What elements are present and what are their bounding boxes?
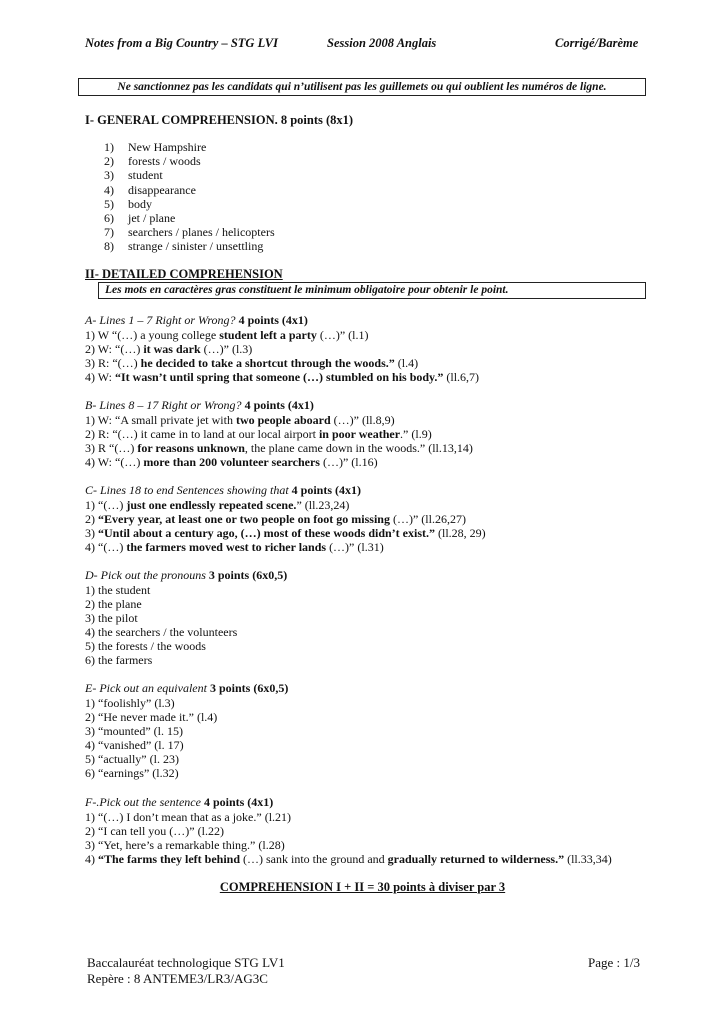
text: 3) R: “(…) [85, 355, 141, 370]
text: 4) W: “(…) [85, 454, 144, 469]
text: (…)” (ll.26,27) [389, 511, 466, 526]
text: 2) “He never made it.” (l.4) [85, 709, 218, 724]
answer-line [85, 852, 612, 866]
list-item: 7) searchers / planes / helicopters [104, 225, 275, 240]
answer-line [85, 639, 287, 653]
answer-line [85, 810, 612, 824]
bold-words-note-box: Les mots en caractères gras constituent le minimum obligatoire pour obtenir le point. [98, 282, 646, 299]
answer-line [85, 540, 486, 554]
section-title: B- Lines 8 – 17 Right or Wrong? 4 points (4x1) [85, 398, 314, 412]
text: 3) “Yet, here’s a remarkable thing.” (l.28) [85, 837, 285, 852]
text: 1) the student [85, 582, 151, 597]
list-item: 5) body [104, 196, 152, 211]
text: 1) W “(…) a young college [85, 327, 220, 342]
text: 2) R: “(…) it came in to land at our local airport [85, 426, 319, 441]
answer-line [85, 611, 287, 625]
list-item: 1) New Hampshire [104, 140, 207, 154]
text: (…) sank into the ground and [240, 851, 388, 866]
header-doc-title: Notes from a Big Country – STG LVI [85, 36, 278, 50]
answer-line [85, 342, 479, 356]
text: 2) the plane [85, 596, 142, 611]
section-title: F-.Pick out the sentence 4 points (4x1) [85, 795, 274, 809]
header-correction: Corrigé/Barème [555, 36, 639, 50]
text: ” (ll.23,24) [296, 497, 350, 512]
answer-line [85, 625, 287, 639]
text: (…)” (l.31) [326, 539, 384, 554]
answer-line [85, 597, 287, 611]
list-item: 6) jet / plane [104, 210, 176, 225]
general-comprehension-list [104, 140, 275, 254]
text: 5) “actually” (l. 23) [85, 751, 179, 766]
section-title: E- Pick out an equivalent 3 points (6x0,5) [85, 681, 289, 695]
total-points-line: COMPREHENSION I + II = 30 points à diviser par 3 [219, 880, 506, 894]
text: (…)” (ll.8,9) [330, 412, 395, 427]
text: 4) the searchers / the volunteers [85, 624, 238, 639]
answer-line [85, 328, 479, 342]
footer-exam-name: Baccalauréat technologique STG LV1 [87, 955, 285, 970]
answer-line [85, 455, 473, 469]
text: 1) W: “A small private jet with [85, 412, 236, 427]
text: 5) the forests / the woods [85, 638, 206, 653]
bold-text: “It wasn’t until spring that someone (…) stumbled on his body.” [115, 369, 444, 384]
section-e [85, 681, 288, 780]
text: 4) [85, 851, 98, 866]
list-item: 2) forests / woods [104, 154, 201, 169]
answer-line [85, 752, 288, 766]
answer-line [85, 526, 486, 540]
bold-text: “The farms they left behind [98, 851, 240, 866]
text: 4) “vanished” (l. 17) [85, 737, 184, 752]
section-title: D- Pick out the pronouns 3 points (6x0,5) [85, 568, 288, 582]
list-item: 4) disappearance [104, 182, 196, 197]
text: 2) W: “(…) [85, 341, 144, 356]
answer-line [85, 427, 473, 441]
text: 3) “mounted” (l. 15) [85, 723, 183, 738]
section-d [85, 568, 287, 667]
answer-line [85, 512, 486, 526]
grading-notice-box: Ne sanctionnez pas les candidats qui n’utilisent pas les guillemets ou qui oublient les numéros de ligne. [78, 78, 646, 96]
section-title: A- Lines 1 – 7 Right or Wrong? 4 points (4x1) [85, 313, 308, 327]
section-f [85, 795, 612, 866]
bold-text: in poor weather [318, 426, 401, 441]
bold-text: just one endlessly repeated scene. [126, 497, 297, 512]
text: (l.4) [394, 355, 419, 370]
list-item: 8) strange / sinister / unsettling [104, 239, 264, 254]
text: 4) W: [85, 369, 115, 384]
answer-line [85, 583, 287, 597]
text: 1) “(…) I don’t mean that as a joke.” (l.21) [85, 809, 292, 824]
answer-line [85, 838, 612, 852]
text: 2) “I can tell you (…)” (l.22) [85, 823, 224, 838]
bold-text: two people aboard [235, 412, 331, 427]
text: (ll.28, 29) [435, 525, 486, 540]
text: 3) the pilot [85, 610, 138, 625]
bold-text: for reasons unknown [137, 440, 245, 455]
section-title: C- Lines 18 to end Sentences showing that 4 points (4x1) [85, 483, 361, 497]
text: (ll.6,7) [443, 369, 480, 384]
bold-text: “Every year, at least one or two people on foot go missing [98, 511, 390, 526]
text: 6) the farmers [85, 652, 153, 667]
footer [87, 955, 285, 987]
list-item: 3) student [104, 168, 163, 183]
text: (…)” (l.3) [200, 341, 253, 356]
header-session: Session 2008 Anglais [327, 36, 437, 50]
text: (ll.33,34) [564, 851, 612, 866]
text: (…)” (l.16) [319, 454, 378, 469]
text: (…)” (l.1) [316, 327, 369, 342]
answer-line [85, 356, 479, 370]
bold-text: student left a party [219, 327, 317, 342]
bold-text: more than 200 volunteer searchers [143, 454, 320, 469]
text: 1) “(…) [85, 497, 127, 512]
text: 3) [85, 525, 98, 540]
bold-text: “Until about a century ago, (…) most of these woods didn’t exist.” [98, 525, 435, 540]
bold-text: gradually returned to wilderness.” [387, 851, 565, 866]
text: , the plane came down in the woods.” (ll.13,14) [244, 440, 473, 455]
answer-line [85, 413, 473, 427]
answer-line [85, 653, 287, 667]
text: 1) “foolishly” (l.3) [85, 695, 175, 710]
text: 2) [85, 511, 98, 526]
detailed-comprehension-heading: II- DETAILED COMPREHENSION [85, 267, 283, 281]
text: 6) “earnings” (l.32) [85, 765, 179, 780]
answer-line [85, 696, 288, 710]
bold-text: the farmers moved west to richer lands [126, 539, 327, 554]
answer-line [85, 766, 288, 780]
text: 4) “(…) [85, 539, 127, 554]
bold-text: it was dark [143, 341, 201, 356]
text: 3) R “(…) [85, 440, 138, 455]
page-number: Page : 1/3 [588, 955, 640, 970]
section-a [85, 313, 479, 384]
bold-text: he decided to take a shortcut through the woods.” [140, 355, 395, 370]
answer-line [85, 724, 288, 738]
answer-line [85, 441, 473, 455]
section-b [85, 398, 473, 469]
answer-line [85, 370, 479, 384]
section-c [85, 483, 486, 554]
footer-reference: Repère : 8 ANTEME3/LR3/AG3C [87, 971, 268, 986]
answer-line [85, 738, 288, 752]
general-comprehension-heading: I- GENERAL COMPREHENSION. 8 points (8x1) [85, 113, 354, 127]
answer-line [85, 498, 486, 512]
text: .” (l.9) [400, 426, 432, 441]
answer-line [85, 824, 612, 838]
answer-line [85, 710, 288, 724]
